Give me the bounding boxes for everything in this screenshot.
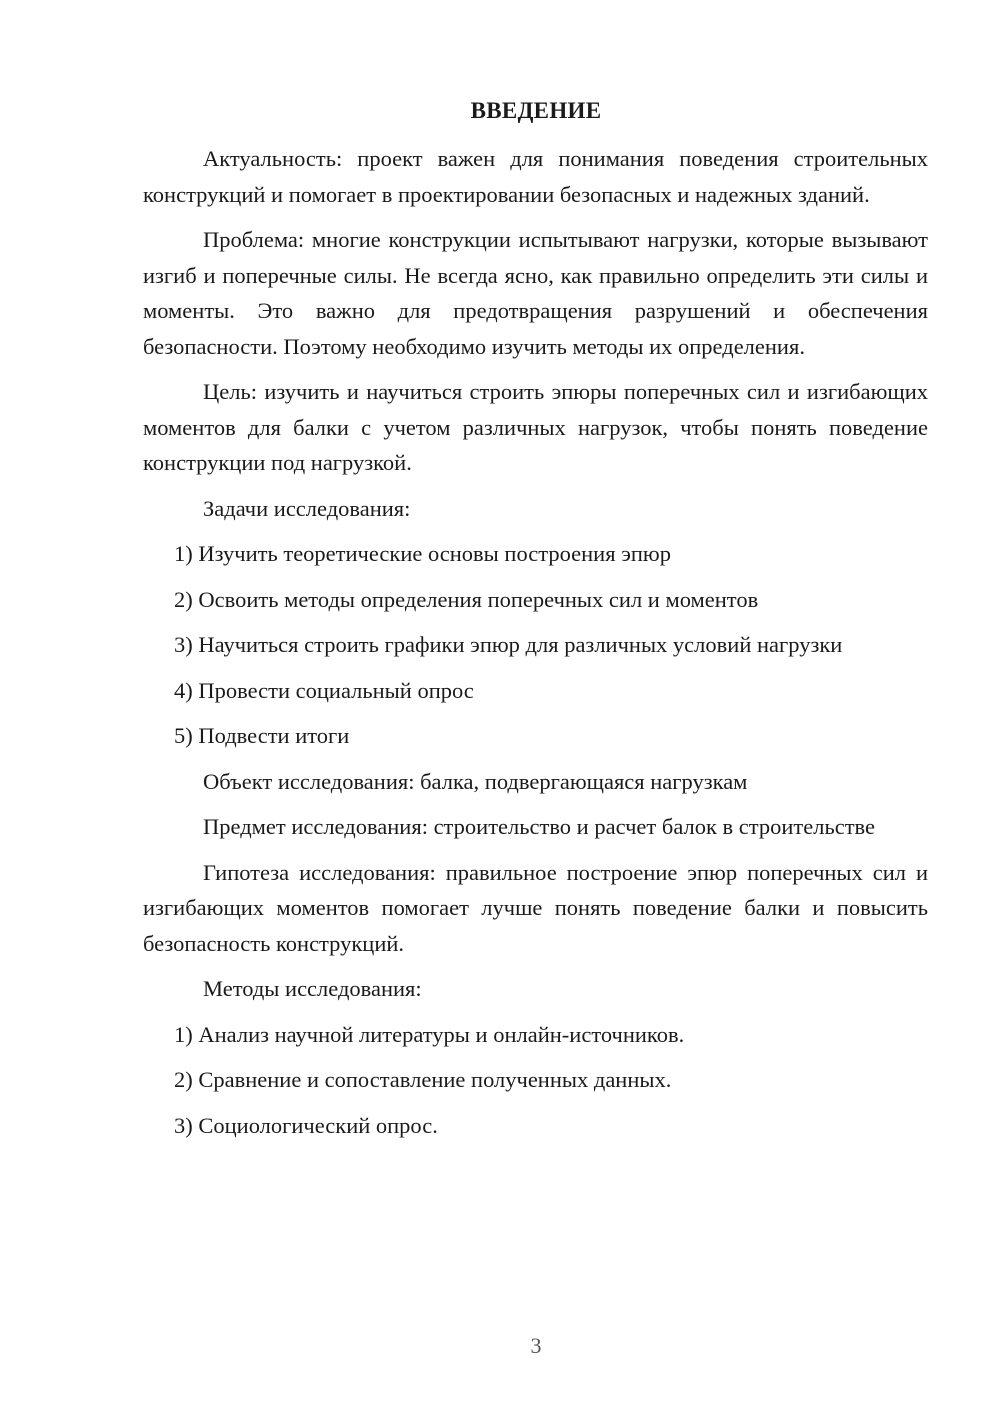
tasks-heading: Задачи исследования: [203,495,411,521]
list-item: 1) Изучить теоретические основы построения эпюр [174,541,671,566]
subject-paragraph: Предмет исследования: строительство и расчет балок в строительстве [203,814,876,839]
tasks-list [143,536,928,754]
list-item: 4) Провести социальный опрос [174,677,474,703]
relevance-paragraph: Актуальность: проект важен для понимания поведения строительных конструкций и помогает в проектировании безопасных и надежных зданий. [143,146,928,207]
object-paragraph: Объект исследования: балка, подвергающаяся нагрузкам [203,768,748,794]
list-item: 2) Сравнение и сопоставление полученных данных. [174,1067,672,1092]
problem-paragraph: Проблема: многие конструкции испытывают нагрузки, которые вызывают изгиб и поперечные силы. Не всегда ясно, как правильно определить эти силы и моменты. Это важно для предотвращения разрушений и обеспечения безопасности. Поэтому необходимо изучить методы их определения. [143,227,928,359]
methods-list [143,1017,928,1144]
list-item: 3) Социологический опрос. [174,1112,438,1138]
goal-paragraph: Цель: изучить и научиться строить эпюры поперечных сил и изгибающих моментов для балки с учетом различных нагрузок, чтобы понять поведение конструкции под нагрузкой. [143,379,928,475]
page-number: 3 [530,1333,542,1358]
methods-heading: Методы исследования: [203,976,422,1001]
list-item: 3) Научиться строить графики эпюр для различных условий нагрузки [174,632,843,657]
hypothesis-paragraph: Гипотеза исследования: правильное построение эпюр поперечных сил и изгибающих моментов помогает лучше понять поведение балки и повысить безопасность конструкций. [143,859,928,956]
document-body [143,141,928,1143]
list-item: 5) Подвести итоги [174,723,350,748]
list-item: 1) Анализ научной литературы и онлайн-источников. [174,1021,685,1047]
page-title: ВВЕДЕНИЕ [470,98,602,123]
list-item: 2) Освоить методы определения поперечных сил и моментов [174,586,759,612]
